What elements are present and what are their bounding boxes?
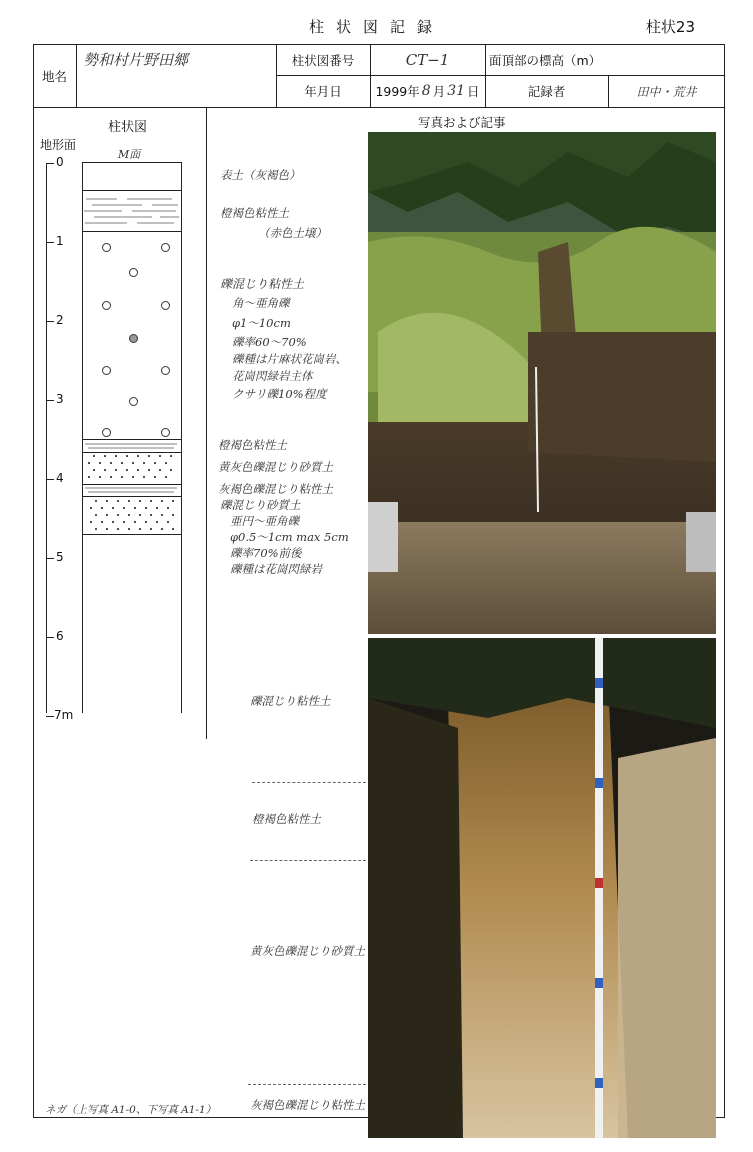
sand-dot bbox=[126, 455, 128, 457]
sand-dot bbox=[110, 462, 112, 464]
note-gray-brown-clay: 灰褐色礫混じり粘性土 bbox=[218, 482, 333, 496]
gravel-symbol bbox=[102, 301, 111, 310]
sand-dot bbox=[128, 500, 130, 502]
gravel-symbol bbox=[102, 366, 111, 375]
note-granodiorite: 花崗閃緑岩主体 bbox=[232, 369, 313, 383]
sand-dot bbox=[132, 476, 134, 478]
note-granodiorite-2: 礫種は花崗閃緑岩 bbox=[230, 562, 322, 576]
date-day: 31 bbox=[447, 83, 466, 99]
sand-dot bbox=[134, 521, 136, 523]
sand-dot bbox=[121, 476, 123, 478]
sand-dot bbox=[139, 514, 141, 516]
note-gravelly-clay: 礫混じり粘性土 bbox=[220, 277, 305, 291]
sand-dot bbox=[95, 500, 97, 502]
depth-label: 1 bbox=[56, 234, 64, 248]
recorder-label: 記録者 bbox=[527, 84, 566, 99]
note-gravel-shape: 角〜亜角礫 bbox=[232, 296, 290, 310]
sand-dot bbox=[115, 455, 117, 457]
sand-dot bbox=[150, 500, 152, 502]
gravel-symbol bbox=[102, 243, 111, 252]
sand-dot bbox=[99, 476, 101, 478]
date-month-unit: 月 bbox=[432, 84, 446, 99]
note-size-range: φ0.5〜1cm max 5cm bbox=[230, 530, 349, 544]
sand-dot bbox=[95, 514, 97, 516]
sand-dot bbox=[106, 500, 108, 502]
date-day-unit: 日 bbox=[467, 84, 480, 99]
photo-section-title: 写真および記事 bbox=[418, 115, 506, 130]
sand-dot bbox=[101, 507, 103, 509]
document-title: 柱状図記録 bbox=[308, 18, 444, 36]
sand-dot bbox=[161, 514, 163, 516]
boundary-1 bbox=[252, 782, 366, 783]
sand-dot bbox=[172, 528, 174, 530]
gravel-symbol bbox=[161, 243, 170, 252]
sand-dot bbox=[88, 462, 90, 464]
note-yellow-gray-sand: 黄灰色礫混じり砂質土 bbox=[218, 460, 333, 474]
sand-dot bbox=[137, 455, 139, 457]
sand-dot bbox=[112, 521, 114, 523]
sand-dot bbox=[161, 500, 163, 502]
date-year: 1999年 bbox=[375, 84, 420, 99]
sand-dot bbox=[106, 514, 108, 516]
sand-dot bbox=[93, 455, 95, 457]
sand-dot bbox=[139, 500, 141, 502]
sand-dot bbox=[128, 528, 130, 530]
sand-dot bbox=[148, 469, 150, 471]
note-subrounded: 亜円〜亜角礫 bbox=[230, 514, 299, 528]
label-gravelly-clay: 礫混じり粘性土 bbox=[250, 694, 331, 708]
label-gray-brown-clay: 灰褐色礫混じり粘性土 bbox=[250, 1098, 365, 1112]
note-gravel-size: φ1〜10cm bbox=[232, 316, 291, 330]
sand-dot bbox=[128, 514, 130, 516]
sand-dot bbox=[167, 507, 169, 509]
sand-dot bbox=[167, 521, 169, 523]
sand-dot bbox=[104, 469, 106, 471]
upper-outcrop-photo bbox=[368, 132, 716, 634]
gravel-symbol bbox=[161, 366, 170, 375]
sand-dot bbox=[90, 507, 92, 509]
sand-dot bbox=[139, 528, 141, 530]
depth-tick bbox=[46, 558, 54, 559]
sand-dot bbox=[132, 462, 134, 464]
lower-outcrop-photo bbox=[368, 638, 716, 1138]
sand-dot bbox=[150, 528, 152, 530]
label-yellow-gray-sand: 黄灰色礫混じり砂質土 bbox=[250, 944, 365, 958]
sand-dot bbox=[154, 462, 156, 464]
date-value bbox=[370, 75, 485, 107]
note-gravel-ratio: 礫率60〜70% bbox=[232, 335, 307, 349]
elevation-label: 面頂部の標高（m） bbox=[489, 52, 602, 68]
sand-dot bbox=[165, 462, 167, 464]
sand-dot bbox=[110, 476, 112, 478]
boundary-2 bbox=[250, 860, 366, 861]
sand-dot bbox=[159, 469, 161, 471]
header-table bbox=[33, 44, 725, 107]
depth-tick bbox=[46, 716, 54, 717]
depth-tick bbox=[46, 321, 54, 322]
depth-label: 3 bbox=[56, 392, 64, 406]
column-divider bbox=[206, 107, 207, 739]
sand-dot bbox=[145, 521, 147, 523]
gravel-symbol bbox=[129, 397, 138, 406]
depth-tick bbox=[46, 479, 54, 480]
sand-dot bbox=[95, 528, 97, 530]
gravel-symbol bbox=[161, 428, 170, 437]
sand-dot bbox=[156, 507, 158, 509]
depth-label: 7m bbox=[54, 708, 74, 722]
sand-dot bbox=[93, 469, 95, 471]
layer-sandy-2 bbox=[82, 496, 181, 535]
gravel-symbol bbox=[102, 428, 111, 437]
boundary-3 bbox=[248, 1084, 366, 1085]
layer-sandy-1 bbox=[82, 451, 181, 485]
place-value: 勢和村片野田郷 bbox=[83, 51, 189, 69]
sand-dot bbox=[145, 507, 147, 509]
sand-dot bbox=[99, 462, 101, 464]
sand-dot bbox=[156, 521, 158, 523]
depth-label: 5 bbox=[56, 550, 64, 564]
gravel-symbol bbox=[129, 334, 138, 343]
sand-dot bbox=[117, 514, 119, 516]
sand-dot bbox=[159, 455, 161, 457]
sand-dot bbox=[154, 476, 156, 478]
gravel-symbol bbox=[129, 268, 138, 277]
sand-dot bbox=[161, 528, 163, 530]
date-label: 年月日 bbox=[304, 84, 342, 99]
sand-dot bbox=[143, 476, 145, 478]
sand-dot bbox=[123, 521, 125, 523]
column-number-label: 柱状図番号 bbox=[291, 52, 355, 68]
depth-tick bbox=[46, 242, 54, 243]
sand-dot bbox=[165, 476, 167, 478]
sand-dot bbox=[123, 507, 125, 509]
depth-label: 4 bbox=[56, 471, 64, 485]
sand-dot bbox=[117, 500, 119, 502]
sand-dot bbox=[101, 521, 103, 523]
note-ratio-70: 礫率70%前後 bbox=[230, 546, 302, 560]
sand-dot bbox=[148, 455, 150, 457]
depth-tick bbox=[46, 400, 54, 401]
recorder-value: 田中・荒井 bbox=[636, 84, 697, 99]
sand-dot bbox=[121, 462, 123, 464]
date-month: 8 bbox=[421, 83, 431, 99]
sand-dot bbox=[172, 514, 174, 516]
sand-dot bbox=[150, 514, 152, 516]
sand-dot bbox=[117, 528, 119, 530]
ground-surface-label: 地形面 bbox=[40, 138, 77, 152]
note-red-soil: （赤色土壌） bbox=[258, 226, 327, 240]
sand-dot bbox=[134, 507, 136, 509]
depth-axis bbox=[46, 163, 47, 713]
sand-dot bbox=[104, 455, 106, 457]
sand-dot bbox=[112, 507, 114, 509]
sand-dot bbox=[172, 500, 174, 502]
sand-dot bbox=[90, 521, 92, 523]
sand-dot bbox=[115, 469, 117, 471]
note-orange-clay: 橙褐色粘性土 bbox=[220, 206, 289, 220]
sand-dot bbox=[106, 528, 108, 530]
note-gravelly-sand: 礫混じり砂質土 bbox=[220, 498, 301, 512]
depth-label: 6 bbox=[56, 629, 64, 643]
sheet-number: 柱状23 bbox=[645, 18, 695, 36]
depth-tick bbox=[46, 637, 54, 638]
sand-dot bbox=[143, 462, 145, 464]
place-label: 地名 bbox=[41, 68, 67, 84]
depth-tick bbox=[46, 163, 54, 164]
depth-label: 0 bbox=[56, 155, 64, 169]
layer-orange-clay bbox=[82, 190, 181, 232]
sand-dot bbox=[137, 469, 139, 471]
gravel-symbol bbox=[161, 301, 170, 310]
sand-dot bbox=[88, 476, 90, 478]
depth-label: 2 bbox=[56, 313, 64, 327]
note-orange-clay-2: 橙褐色粘性土 bbox=[218, 438, 287, 452]
sand-dot bbox=[170, 455, 172, 457]
sand-dot bbox=[126, 469, 128, 471]
negative-note: ネガ（上写真 A1-0、下写真 A1-1） bbox=[45, 1104, 217, 1116]
note-gravel-type: 礫種は片麻状花崗岩、 bbox=[232, 352, 347, 366]
sand-dot bbox=[170, 469, 172, 471]
surface-type-label: M面 bbox=[118, 148, 141, 161]
column-number-value: CT−1 bbox=[405, 50, 450, 69]
column-title: 柱状図 bbox=[108, 120, 148, 135]
label-orange-clay: 橙褐色粘性土 bbox=[252, 812, 321, 826]
note-topsoil: 表土（灰褐色） bbox=[220, 168, 301, 182]
note-weathered-gravel: クサリ礫10%程度 bbox=[232, 387, 327, 401]
